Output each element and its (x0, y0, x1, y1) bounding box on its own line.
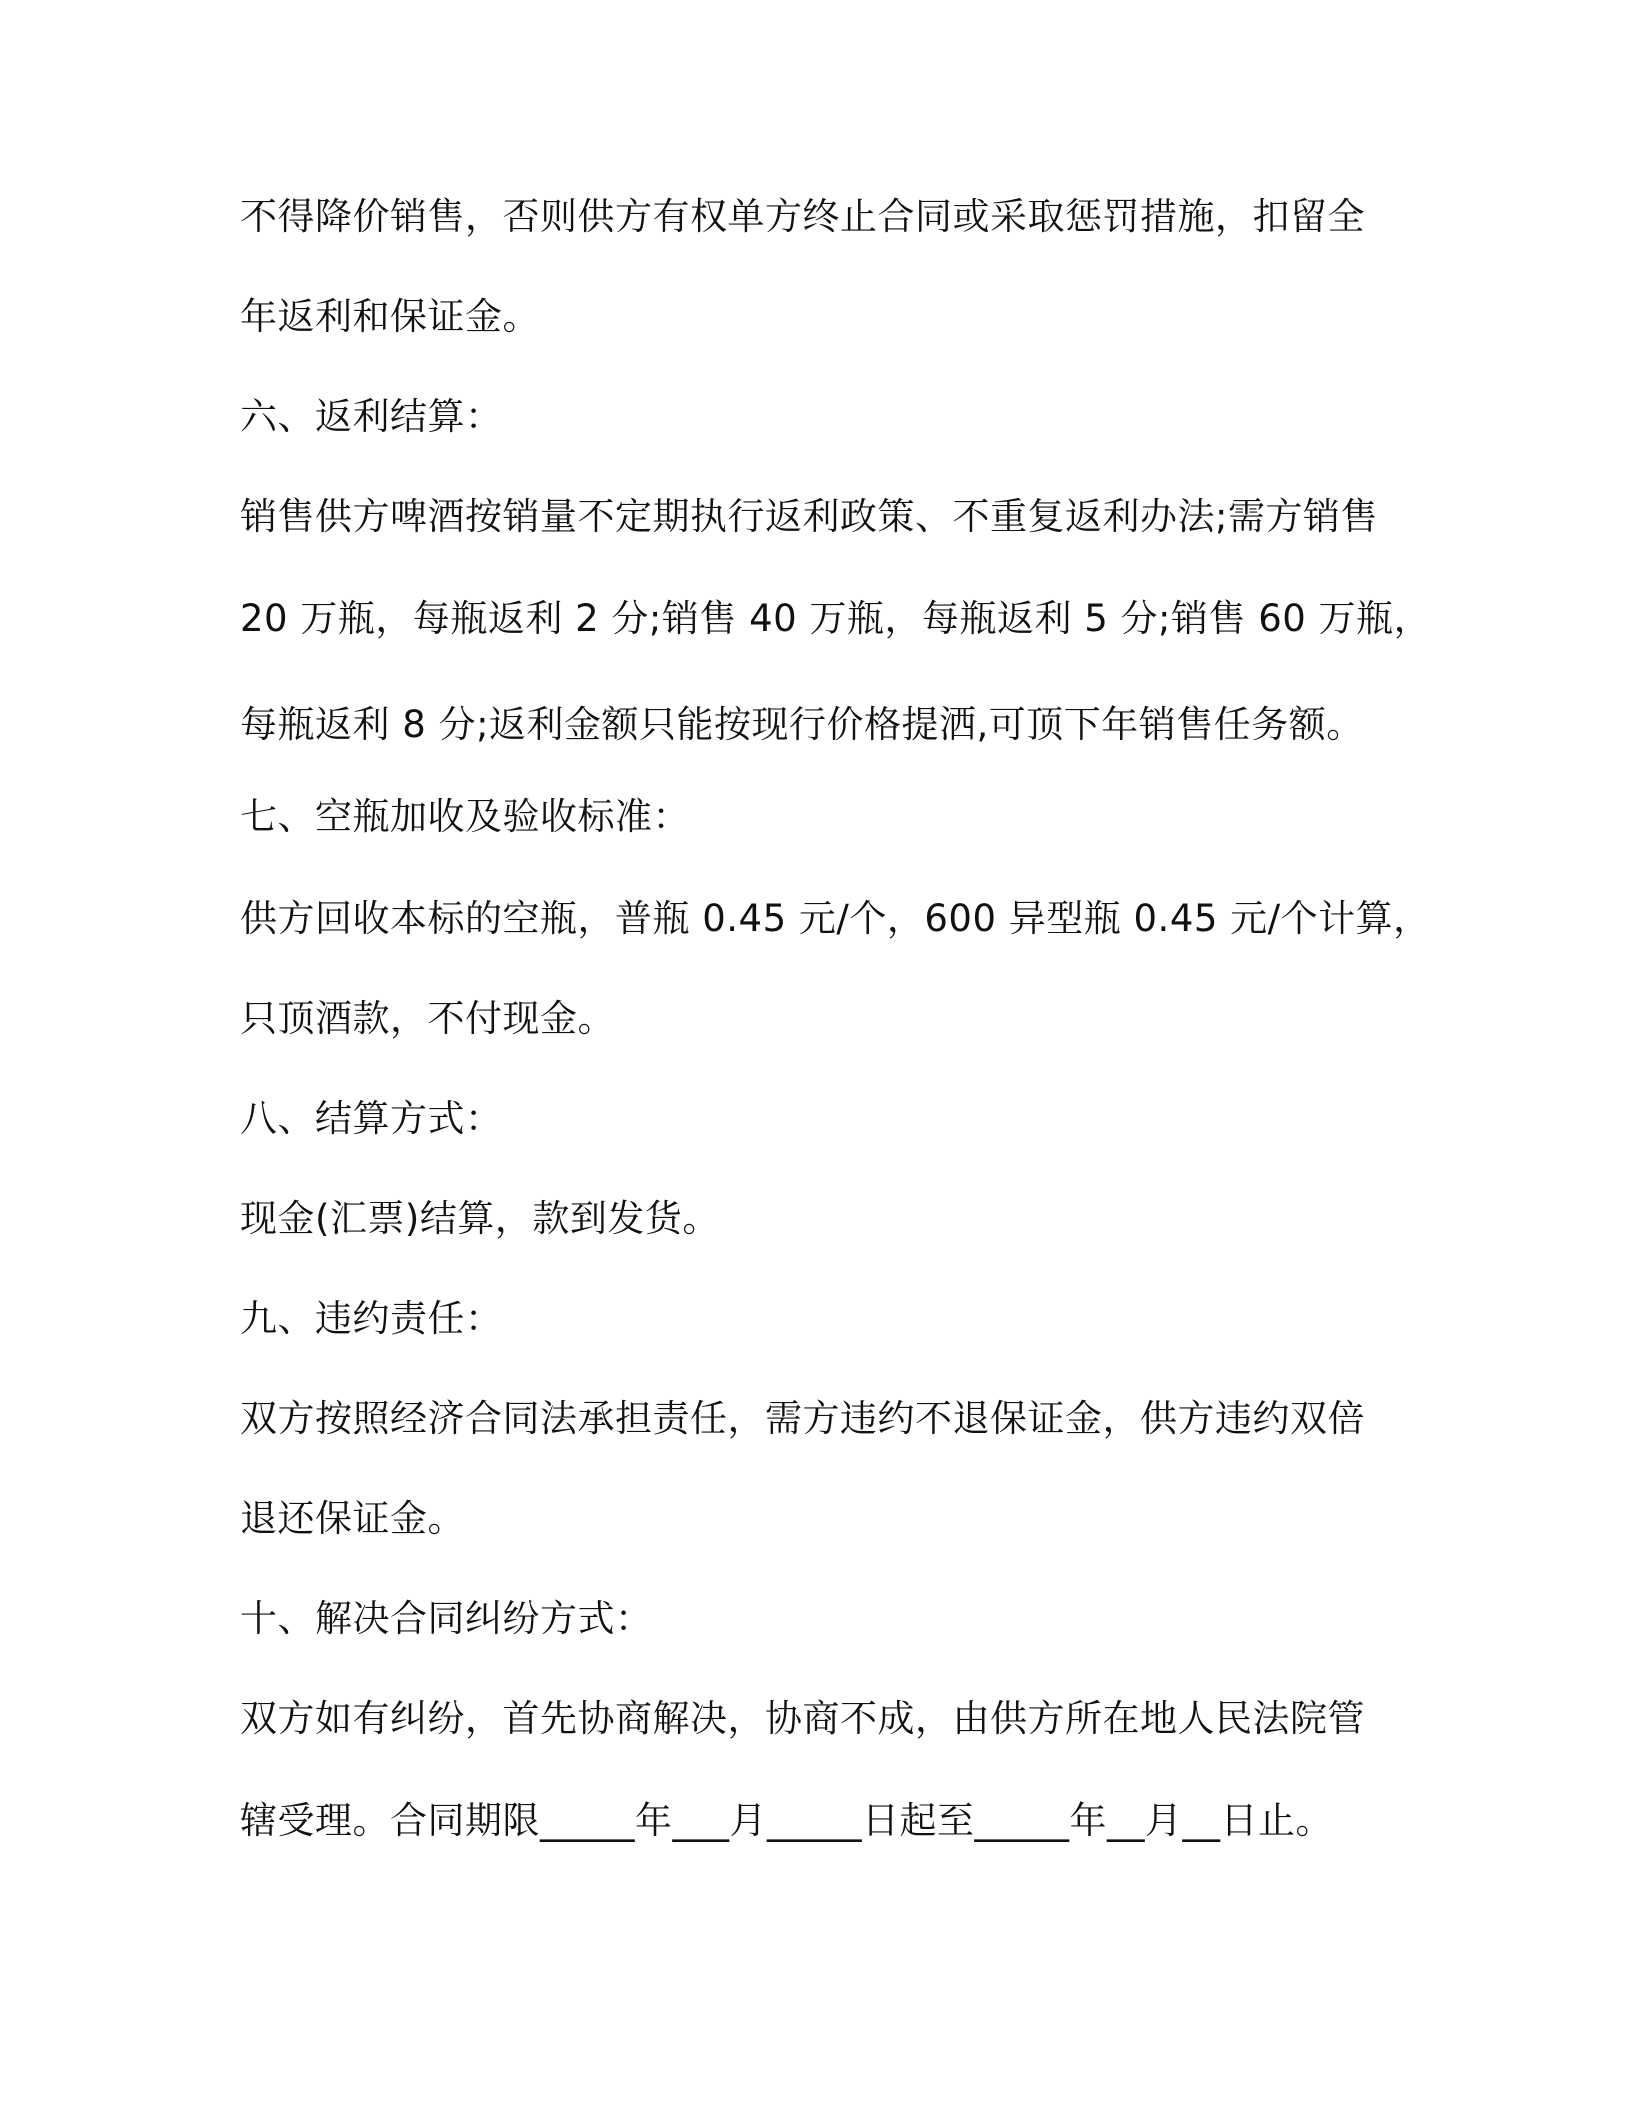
section-heading: 十、解决合同纠纷方式： (240, 1597, 653, 1640)
text-line: 年返利和保证金。 (240, 295, 540, 338)
text-line: 双方按照经济合同法承担责任，需方违约不退保证金，供方违约双倍 (240, 1397, 1365, 1440)
text-line: 每瓶返利 8 分;返利金额只能按现行价格提洒,可顶下年销售任务额。 (240, 703, 1364, 746)
section-heading: 六、返利结算： (240, 395, 503, 438)
text-line: 20 万瓶，每瓶返利 2 分;销售 40 万瓶，每瓶返利 5 分;销售 60 万瓶， (240, 597, 1432, 640)
section-heading: 七、空瓶加收及验收标准： (240, 795, 690, 838)
text-line: 销售供方啤酒按销量不定期执行返利政策、不重复返利办法;需方销售 (240, 495, 1378, 538)
text-line: 双方如有纠纷，首先协商解决，协商不成，由供方所在地人民法院管 (240, 1697, 1365, 1740)
section-heading: 九、违约责任： (240, 1297, 503, 1340)
text-line: 只顶酒款，不付现金。 (240, 997, 615, 1040)
section-heading: 八、结算方式： (240, 1097, 503, 1140)
text-line: 供方回收本标的空瓶，普瓶 0.45 元/个，600 异型瓶 0.45 元/个计算， (240, 897, 1431, 940)
text-line: 现金(汇票)结算，款到发货。 (240, 1197, 720, 1240)
text-line: 退还保证金。 (240, 1497, 465, 1540)
text-line: 辖受理。合同期限_____年___月_____日起至_____年__月__日止。 (240, 1799, 1333, 1842)
text-line: 不得降价销售，否则供方有权单方终止合同或采取惩罚措施，扣留全 (240, 195, 1365, 238)
